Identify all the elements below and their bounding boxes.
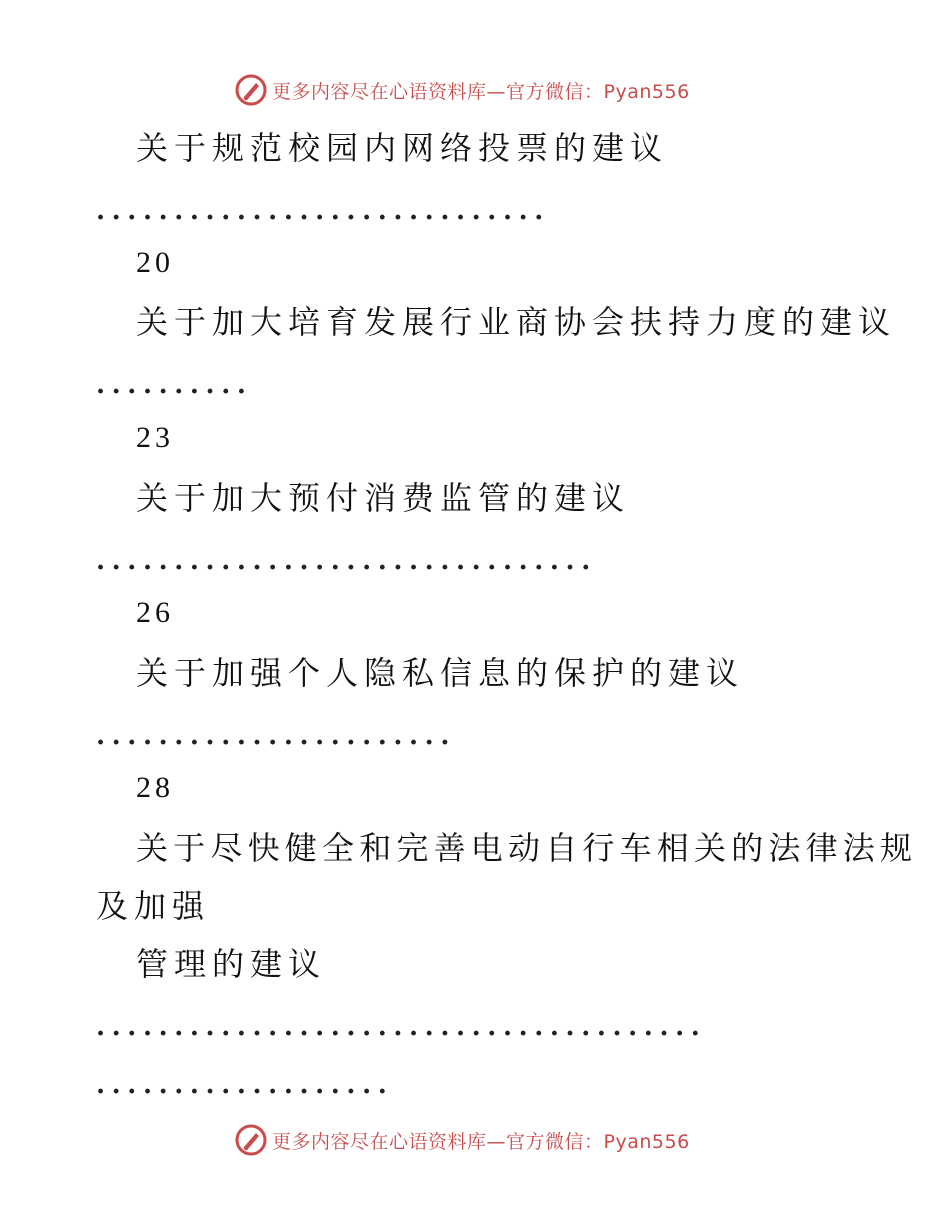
- toc-entry-title: 关于加强个人隐私信息的保护的建议: [136, 654, 745, 692]
- pen-seal-icon: [234, 73, 268, 107]
- toc-leader-dots: ...................: [96, 1070, 394, 1100]
- toc-page-number: 23: [136, 421, 174, 454]
- toc-leader-dots: .......................: [96, 721, 456, 751]
- toc-leader-dots: ..........: [96, 370, 253, 400]
- watermark-footer: [234, 1122, 690, 1158]
- toc-page-number: 26: [136, 596, 174, 629]
- toc-entry-title: 关于尽快健全和完善电动自行车相关的法律法规: [136, 829, 918, 867]
- toc-entry-title-continued: 及加强: [96, 887, 211, 925]
- toc-leader-dots: .......................................: [96, 1012, 707, 1042]
- toc-leader-dots: ................................: [96, 546, 597, 576]
- watermark-text: 更多内容尽在心语资料库—官方微信：Pyan556: [272, 80, 690, 103]
- watermark-header: [234, 72, 690, 108]
- toc-entry-title: 关于规范校园内网络投票的建议: [136, 129, 669, 167]
- watermark-text: 更多内容尽在心语资料库—官方微信：Pyan556: [272, 1130, 690, 1153]
- toc-page-number: 20: [136, 246, 174, 279]
- pen-seal-icon: [234, 1123, 268, 1157]
- toc-page-number: 28: [136, 771, 174, 804]
- toc-entry-title-continued: 管理的建议: [136, 945, 327, 983]
- toc-entry-title: 关于加大培育发展行业商协会扶持力度的建议: [136, 303, 897, 341]
- toc-entry-title: 关于加大预付消费监管的建议: [136, 479, 631, 517]
- toc-leader-dots: .............................: [96, 196, 550, 226]
